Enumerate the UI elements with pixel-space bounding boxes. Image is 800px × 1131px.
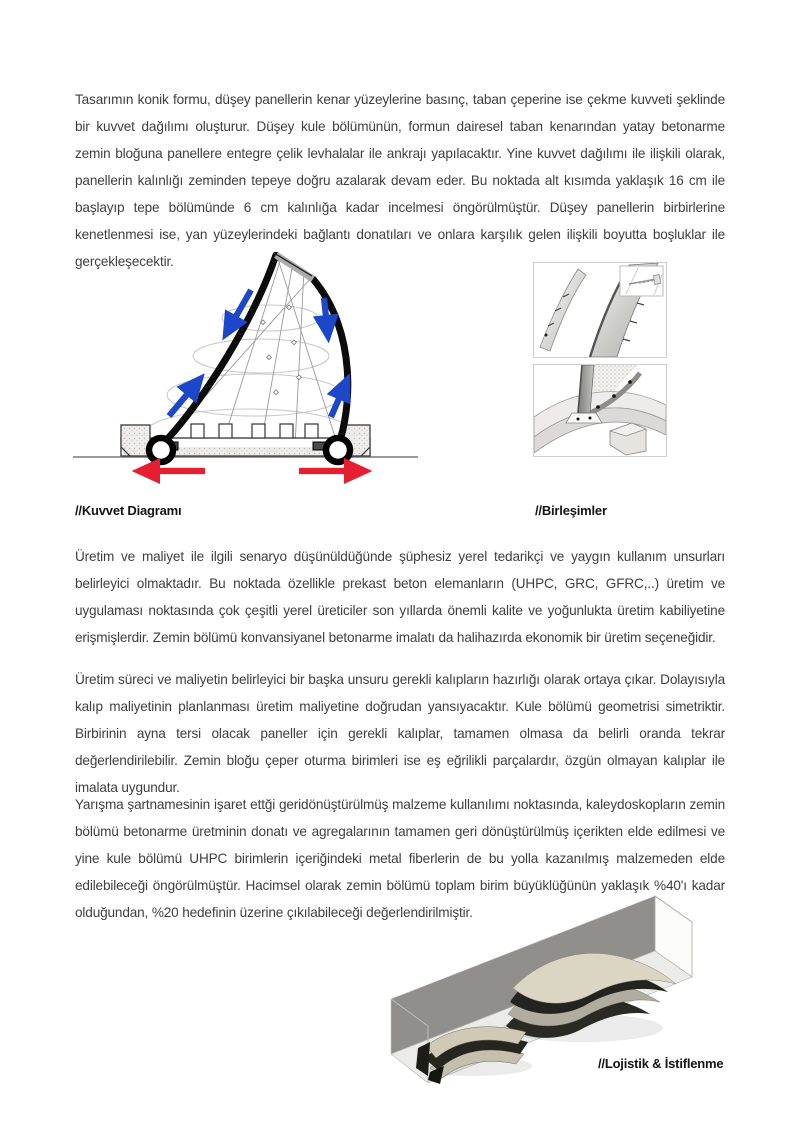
container-stacking-graphic bbox=[378, 886, 798, 1091]
threaded-rod-inset bbox=[620, 266, 663, 296]
paragraph-structural-form: Tasarımın konik formu, düşey panellerin kenar yüzeylerine basınç, taban çeperine ise çekme kuvveti şeklinde bir kuvvet dağılımı oluşturur. Düşey kule bölümünün, formun dairesel taban kenarından yatay betonarme zemin bloğuna panellere entegre çelik levhalalar ile ankrajı yapılacaktır. Yine kuvvet dağılımı ile ilişkili olarak, panellerin kalınlığı zeminden tepeye doğru azalarak devam eder. Bu noktada alt kısımda yaklaşık 16 cm ile başlayıp tepe bölümünde 6 cm kalınlığa kadar incelmesi öngörülmüştür. Düşey panellerin birbirlerine kenetlenmesi ise, yan yüzeylerindeki bağlantı donatıları ve onlara karşılık gelen ilişkili boyutta boşluklar ile gerçekleşecektir. bbox=[75, 92, 725, 269]
caption-force-diagram: //Kuvvet Diagramı bbox=[75, 503, 182, 518]
panel-dowel-detail-graphic bbox=[534, 263, 666, 357]
force-diagram-graphic bbox=[73, 252, 418, 497]
mesh-node-markers bbox=[261, 305, 302, 395]
dowel-dot bbox=[545, 334, 548, 337]
paragraph-recycled-materials: Yarışma şartnamesinin işaret ettği geridönüştürülmüş malzeme kullanılımı noktasında, kaleydoskopların zemin bölümü betonarme üretminin donatı ve agregalarının tamamen geri dönüştürülmüş içerikten elde edilmesi ve yine kule bölümü UHPC birimlerin içeriğindeki metal fiberlerin de bu yolla kazanılmış malzemeden elde edilebileceği öngörülmüştür. Hacimsel olarak zemin bölümü toplam birim büyüklüğünün yaklaşık %40'ı kadar olduğundan, %20 hedefinin üzerine çıkılabileceği değerlendirilmiştir. bbox=[75, 797, 725, 920]
base-ring-detail-graphic bbox=[534, 365, 666, 456]
connections-figure-top bbox=[533, 262, 667, 358]
caption-logistics: //Lojistik & İstiflenme bbox=[598, 1056, 724, 1071]
tower-panel-edges bbox=[161, 255, 348, 446]
logistics-figure bbox=[378, 886, 798, 1091]
connections-figure-bottom bbox=[533, 364, 667, 457]
tower-top-cap bbox=[276, 255, 313, 279]
paragraph-production-cost: Üretim ve maliyet ile ilgili senaryo düşünüldüğünde şüphesiz yerel tedarikçi ve yaygın kullanım unsurları belirleyici olmaktadır. Bu noktada özellikle prekast beton elemanların (UHPC, GRC, GFRC,..) üretim ve uygulaması noktasında çok çeşitli yerel üreticiler son yıllarda önemli kalite ve yoğunlukta üretim kabiliyetine erişmişlerdir. Zemin bölümü konvansiyanel betonarme imalatı da halihazırda ekonomik bir üretim seçeneğidir. bbox=[75, 549, 725, 645]
panel-strip-left bbox=[540, 269, 586, 351]
plate-bolt bbox=[589, 417, 592, 420]
force-diagram-figure bbox=[73, 252, 418, 497]
paragraph-formwork: Üretim süreci ve maliyetin belirleyici bir başka unsuru gerekli kalıpların hazırlığı olarak ortaya çıkar. Dolayısıyla kalıp maliyetinin planlanması üretim maliyetine doğrudan yansıyacaktır. Kule bölümü geometrisi simetriktir. Birbirinin ayna tersi olacak paneller için gerekli kalıplar, tamamen olmasa da belirli oranda tekrar değerlendirilebilir. Zemin bloğu çeper oturma birimleri ise eş eğrilikli parçalardır, özgün olmayan kalıplar ile imalata uygundur. bbox=[75, 672, 725, 795]
compression-arrows bbox=[169, 290, 347, 417]
anchor-plate bbox=[566, 413, 602, 423]
ring-block bbox=[610, 423, 646, 455]
caption-connections: //Birleşimler bbox=[535, 503, 607, 518]
plate-bolt bbox=[577, 418, 580, 421]
